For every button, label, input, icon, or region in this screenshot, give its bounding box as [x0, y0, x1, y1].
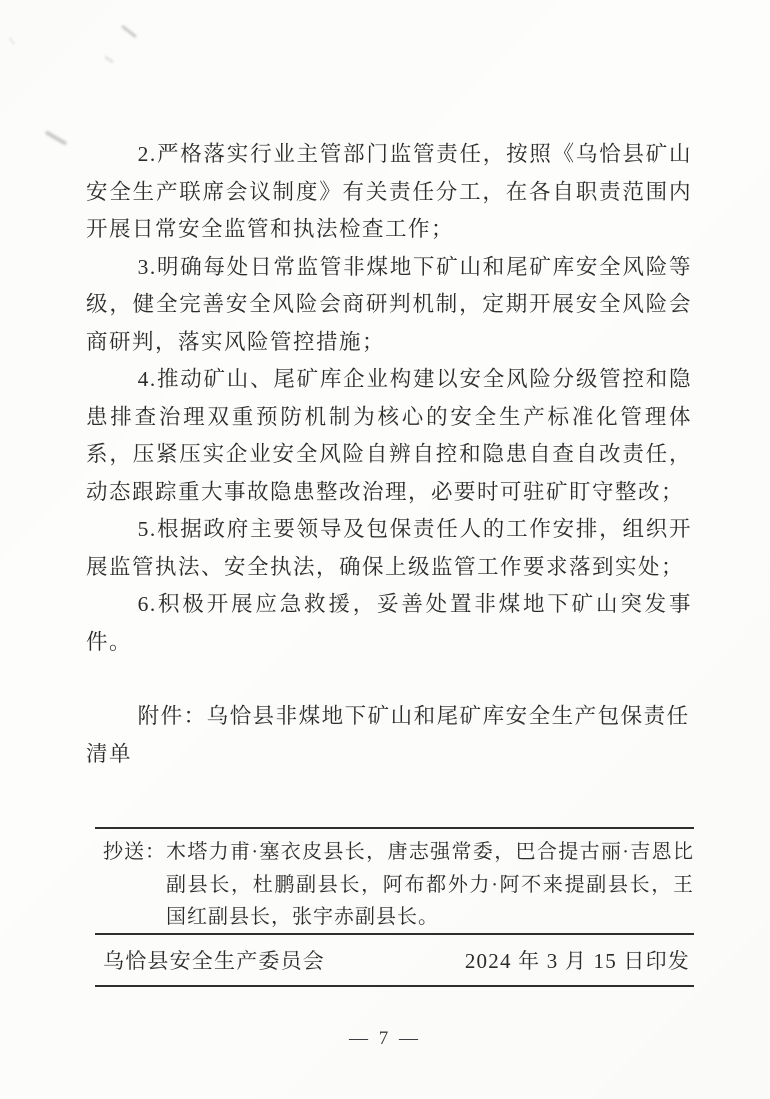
document-body — [86, 136, 692, 773]
numbered-paragraph-5: 5.根据政府主要领导及包保责任人的工作安排，组织开展监管执法、安全执法，确保上级监管工作要求落到实处； — [86, 517, 692, 579]
print-date: 2024 年 3 月 15 日印发 — [464, 949, 690, 973]
document-footer — [95, 827, 694, 987]
issuer-row — [95, 933, 694, 987]
scan-artifact — [104, 55, 114, 63]
numbered-paragraph-3: 3.明确每处日常监管非煤地下矿山和尾矿库安全风险等级，健全完善安全风险会商研判机制，定期开展安全风险会商研判，落实风险管控措施； — [86, 254, 692, 354]
numbered-paragraph-6: 6.积极开展应急救援，妥善处置非煤地下矿山突发事件。 — [86, 592, 692, 654]
cc-label: 抄送： — [103, 841, 166, 863]
cc-recipients: 木塔力甫·塞衣皮县长，唐志强常委，巴合提古丽·吉恩比副县长，杜鹏副县长，阿布都外力·阿不来提副县长，王国红副县长，张宇赤副县长。 — [166, 841, 694, 928]
scan-artifact — [9, 37, 15, 45]
page-number: — 7 — — [349, 1028, 421, 1049]
numbered-paragraph-2: 2.严格落实行业主管部门监管责任，按照《乌恰县矿山安全生产联席会议制度》有关责任分工，在各自职责范围内开展日常安全监管和执法检查工作； — [86, 142, 692, 241]
scan-artifact — [45, 130, 68, 145]
issuer-name: 乌恰县安全生产委员会 — [103, 949, 325, 973]
attachment-label: 附件： — [137, 704, 207, 728]
scan-artifact — [121, 25, 137, 38]
attachment-title: 乌恰县非煤地下矿山和尾矿库安全生产包保责任清单 — [86, 704, 690, 766]
attachment-line — [86, 698, 692, 773]
numbered-paragraph-4: 4.推动矿山、尾矿库企业构建以安全风险分级管控和隐患排查治理双重预防机制为核心的安全生产标准化管理体系，压紧压实企业安全风险自辨自控和隐患自查自改责任，动态跟踪重大事故隐患整改治理，必要时可驻矿盯守整改； — [86, 367, 692, 504]
cc-section — [95, 827, 694, 933]
